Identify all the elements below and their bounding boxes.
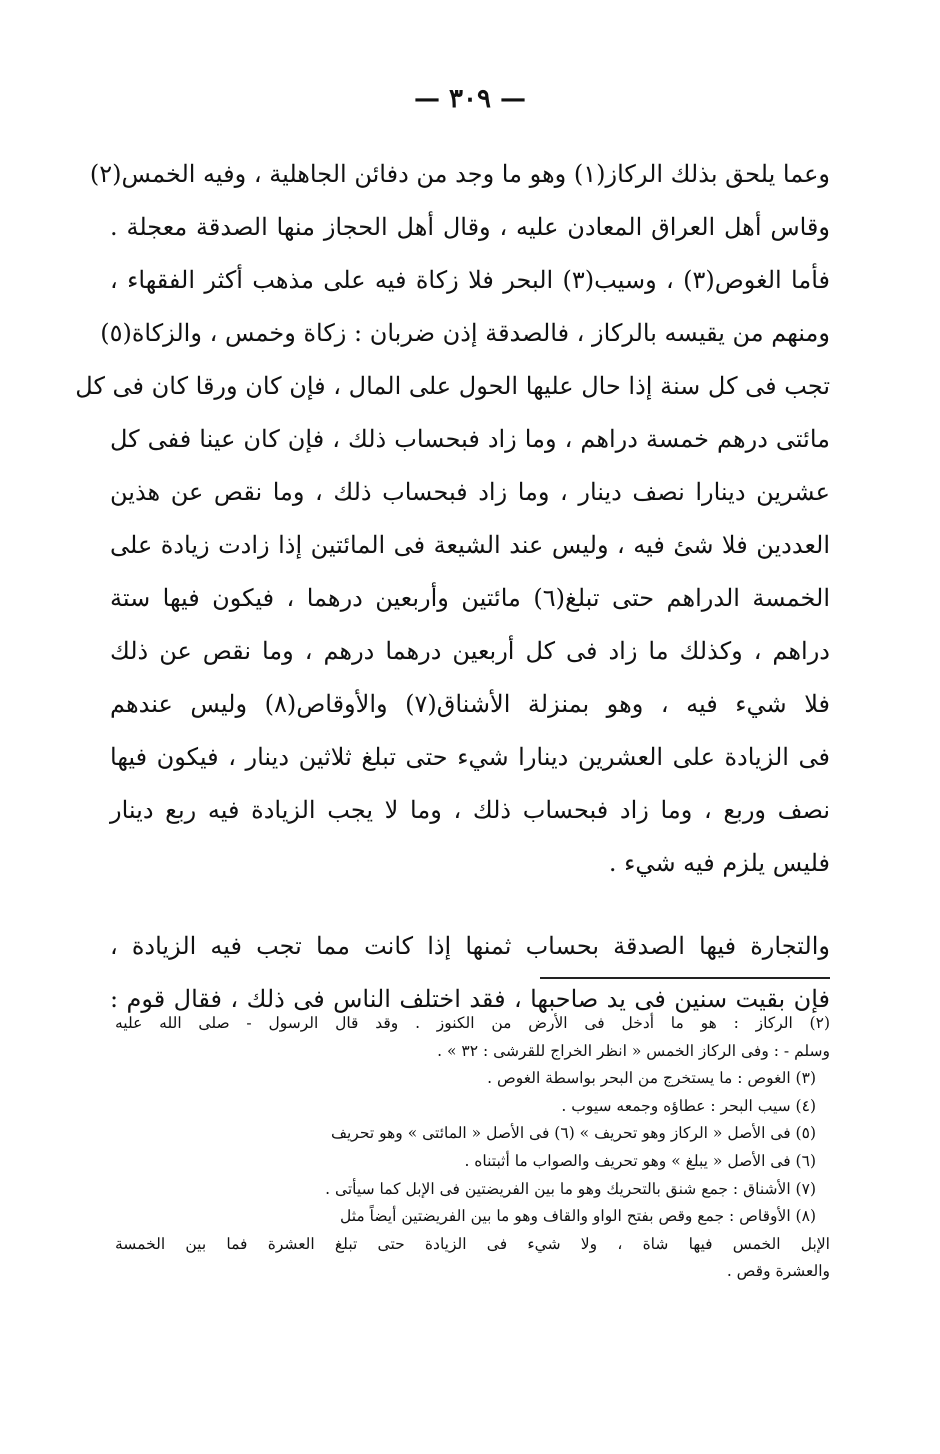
text-line: عشرين دينارا نصف دينار ، وما زاد فبحساب ذلك ، وما نقص عن هذين <box>110 478 830 506</box>
text-line: دراهم ، وكذلك ما زاد فى كل أربعين درهما درهم ، وما نقص عن ذلك <box>110 637 830 665</box>
text-line: وعما يلحق بذلك الركاز(١) وهو ما وجد من دفائن الجاهلية ، وفيه الخمس(٢) <box>89 160 830 188</box>
text-line: فأما الغوص(٣) ، وسيب(٣) البحر فلا زكاة فيه على مذهب أكثر الفقهاء ، <box>110 266 830 294</box>
text-line: وقاس أهل العراق المعادن عليه ، وقال أهل الحجاز منها الصدقة معجلة . <box>110 213 830 241</box>
footnote-divider <box>540 977 830 979</box>
text-line: فلا شيء فيه ، وهو بمنزلة الأشناق(٧) والأوقاص(٨) وليس عندهم <box>110 690 830 718</box>
footnote-line: الإبل الخمس فيها شاة ، ولا شيء فى الزيادة حتى تبلغ العشرة فما بين الخمسة <box>115 1234 830 1253</box>
text-line: تجب فى كل سنة إذا حال عليها الحول على المال ، فإن كان ورقا كان فى كل <box>75 372 830 400</box>
text-line: نصف وربع ، وما زاد فبحساب ذلك ، وما لا يجب الزيادة فيه ربع دينار <box>110 796 831 824</box>
page-number: — ٣٠٩ — <box>413 84 527 114</box>
paragraph-gap <box>110 890 830 920</box>
text-line: العددين فلا شئ فيه ، وليس عند الشيعة فى المائتين إذا زادت زيادة على <box>110 531 830 559</box>
footnote-line: والعشرة وقص . <box>726 1262 830 1281</box>
footnote-line: وسلم - : وفى الركاز الخمس « انظر الخراج للقرشى : ٣٢ » . <box>437 1041 830 1060</box>
main-text <box>75 148 831 1026</box>
text-line: ومنهم من يقيسه بالركاز ، فالصدقة إذن ضربان : زكاة وخمس ، والزكاة(٥) <box>100 319 830 347</box>
footnote-line: (٥) فى الأصل « الركاز وهو تحريف » (٦) فى الأصل « المائتى » وهو تحريف <box>330 1124 816 1143</box>
footnotes <box>115 1010 830 1286</box>
footnote-line: (٤) سيب البحر : عطاؤه وجمعه سيوب . <box>561 1096 816 1115</box>
footnote-line: (٦) فى الأصل « يبلغ » وهو تحريف والصواب ما أثبتناه . <box>464 1151 816 1170</box>
text-line: الخمسة الدراهم حتى تبلغ(٦) مائتين وأربعين درهما ، فيكون فيها ستة <box>110 584 831 612</box>
footnote-line: (٨) الأوقاص : جمع وقص بفتح الواو والقاف وهو ما بين الفريضتين أيضاً مثل <box>339 1207 816 1226</box>
footnote-line: (٢) الركاز : هو ما أدخل فى الأرض من الكنوز . وقد قال الرسول - صلى الله عليه <box>115 1014 830 1032</box>
text-line: مائتى درهم خمسة دراهم ، وما زاد فبحساب ذلك ، فإن كان عينا ففى كل <box>110 425 830 453</box>
footnote-line: (٣) الغوص : ما يستخرج من البحر بواسطة الغوص . <box>487 1069 816 1088</box>
text-line: فى الزيادة على العشرين دينارا شيء حتى تبلغ ثلاثين دينار ، فيكون فيها <box>110 743 830 771</box>
text-line: والتجارة فيها الصدقة بحساب ثمنها إذا كانت مما تجب فيه الزيادة ، <box>110 932 830 960</box>
text-line: فإن بقيت سنين فى يد صاحبها ، فقد اختلف الناس فى ذلك ، فقال قوم : <box>110 985 830 1013</box>
footnote-line: (٧) الأشناق : جمع شنق بالتحريك وهو ما بين الفريضتين فى الإبل كما سيأتى . <box>325 1179 816 1198</box>
text-line: فليس يلزم فيه شيء . <box>608 849 830 877</box>
